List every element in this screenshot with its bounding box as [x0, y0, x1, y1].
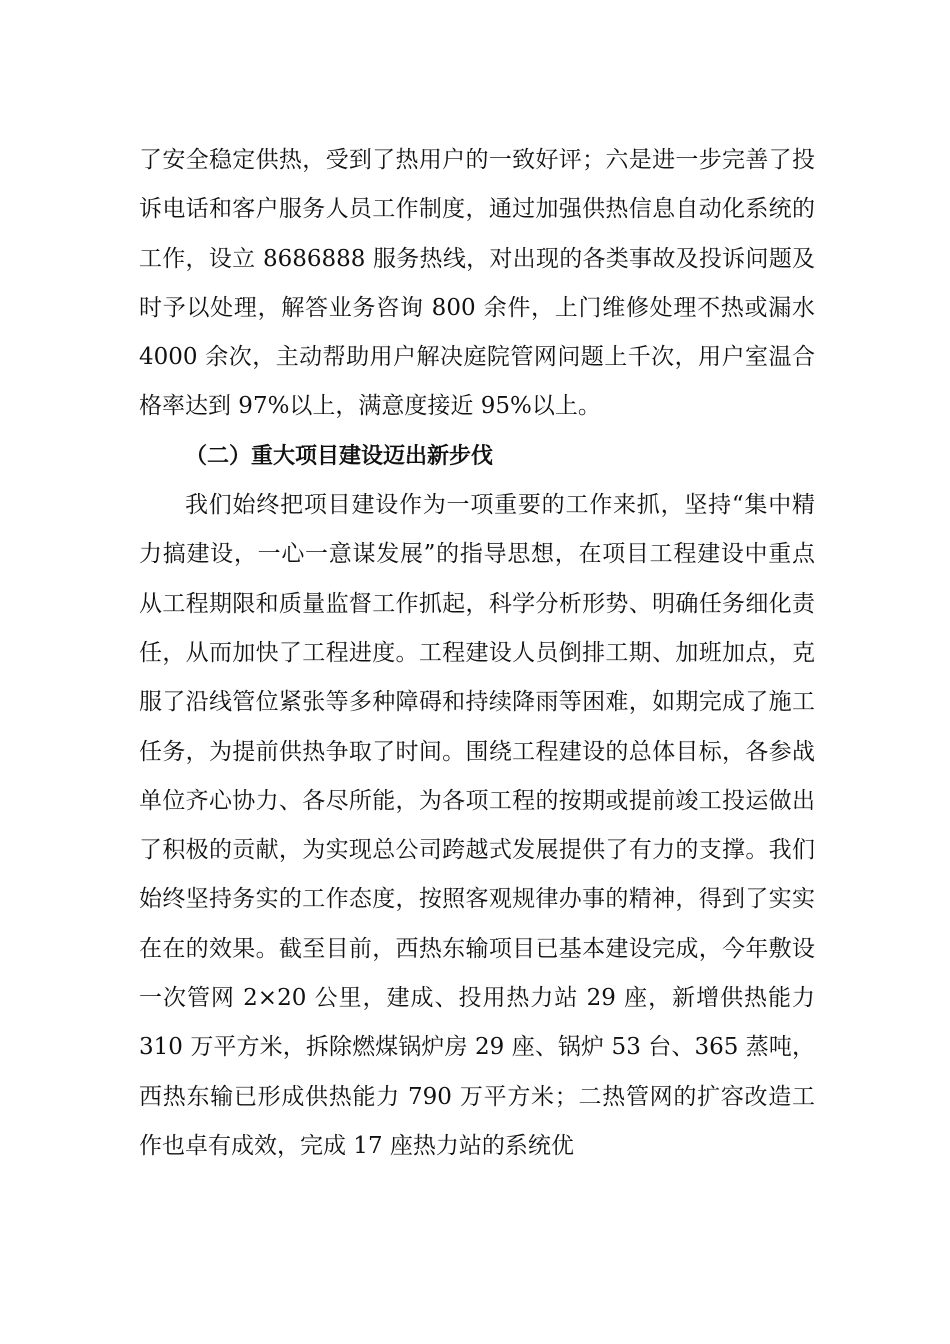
section-heading-major-projects: （二）重大项目建设迈出新步伐 [185, 443, 494, 469]
paragraph-service-improvements: 了安全稳定供热，受到了热用户的一致好评；六是进一步完善了投诉电话和客户服务人员工作制度，通过加强供热信息自动化系统的工作，设立 8686888 服务热线，对出现的各类事故及投诉问题及时予以处理，解答业务咨询 800 余件，上门维修处理不热或漏水 4000 余次，主动帮助用户解决庭院管网问题上千次，用户室温合格率达到 97%以上，满意度接近 95%以上。 [139, 147, 815, 420]
document-body [139, 136, 815, 1171]
paragraph-project-construction: 我们始终把项目建设作为一项重要的工作来抓，坚持“集中精力搞建设，一心一意谋发展”的指导思想，在项目工程建设中重点从工程期限和质量监督工作抓起，科学分析形势、明确任务细化责任，从而加快了工程进度。工程建设人员倒排工期、加班加点，克服了沿线管位紧张等多种障碍和持续降雨等困难，如期完成了施工任务，为提前供热争取了时间。围绕工程建设的总体目标，各参战单位齐心协力、各尽所能，为各项工程的按期或提前竣工投运做出了积极的贡献，为实现总公司跨越式发展提供了有力的支撑。我们始终坚持务实的工作态度，按照客观规律办事的精神，得到了实实在在的效果。截至目前，西热东输项目已基本建设完成，今年敷设一次管网 2×20 公里，建成、投用热力站 29 座，新增供热能力 310 万平方米，拆除燃煤锅炉房 29 座、锅炉 53 台、365 蒸吨，西热东输已形成供热能力 790 万平方米；二热管网的扩容改造工作也卓有成效，完成 17 座热力站的系统优 [139, 492, 815, 1159]
